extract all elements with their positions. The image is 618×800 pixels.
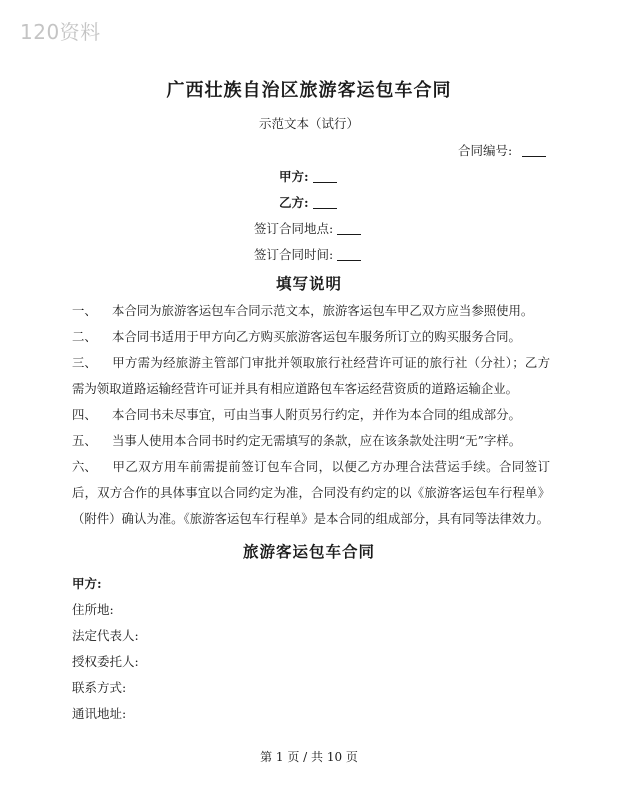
watermark: 120资料: [20, 20, 101, 44]
party-a-mail-address-label: 通讯地址:: [72, 706, 127, 721]
page-footer: 第 1 页 / 共 10 页: [260, 750, 358, 764]
party-a-label: 甲方:: [279, 169, 309, 184]
party-a-address-label: 住所地:: [72, 602, 114, 617]
instruction-item: 五、 当事人使用本合同书时约定无需填写的条款，应在该条款处注明“无”字样。: [72, 433, 522, 448]
instruction-item: 一、 本合同为旅游客运包车合同示范文本，旅游客运包车甲乙双方应当参照使用。: [72, 303, 534, 318]
sign-place-label: 签订合同地点:: [254, 221, 334, 236]
party-a-legal-rep-label: 法定代表人:: [72, 628, 139, 643]
party-a-contact-label: 联系方式:: [72, 680, 127, 695]
party-a-field: [279, 167, 337, 185]
sign-time-blank: [337, 260, 361, 261]
party-a-section-heading: 甲方:: [72, 576, 102, 591]
instructions-heading: 填写说明: [275, 274, 342, 293]
instruction-item: 二、 本合同书适用于甲方向乙方购买旅游客运包车服务所订立的购买服务合同。: [72, 329, 521, 344]
party-a-blank: [313, 182, 337, 183]
sign-place-field: [254, 219, 361, 237]
instruction-item: 四、 本合同书未尽事宜，可由当事人附页另行约定，并作为本合同的组成部分。: [72, 407, 521, 422]
document-subtitle: 示范文本（试行）: [258, 116, 359, 131]
sign-place-blank: [337, 234, 361, 235]
contract-number-field: [458, 141, 546, 159]
instruction-item: 三、 甲方需为经旅游主管部门审批并领取旅行社经营许可证的旅行社（分社）；乙方需为领取道路运输经营许可证并具有相应道路包车客运经营资质的道路运输企业。: [72, 355, 550, 396]
contract-number-blank: [522, 156, 546, 157]
contract-number-label: 合同编号:: [458, 143, 513, 158]
instruction-item: 六、 甲乙双方用车前需提前签订包车合同，以便乙方办理合法营运手续。合同签订后，双方合作的具体事宜以合同约定为准，合同没有约定的以《旅游客运包车行程单》（附件）确认为准。《旅游客运包车行程单》是本合同的组成部分，具有同等法律效力。: [72, 459, 550, 526]
party-b-label: 乙方:: [279, 195, 309, 210]
party-a-agent-label: 授权委托人:: [72, 654, 139, 669]
document-title: 广西壮族自治区旅游客运包车合同: [166, 80, 452, 101]
sign-time-label: 签订合同时间:: [254, 247, 334, 262]
contract-heading: 旅游客运包车合同: [242, 542, 375, 561]
sign-time-field: [254, 245, 361, 263]
party-b-blank: [313, 208, 337, 209]
party-b-field: [279, 193, 337, 211]
